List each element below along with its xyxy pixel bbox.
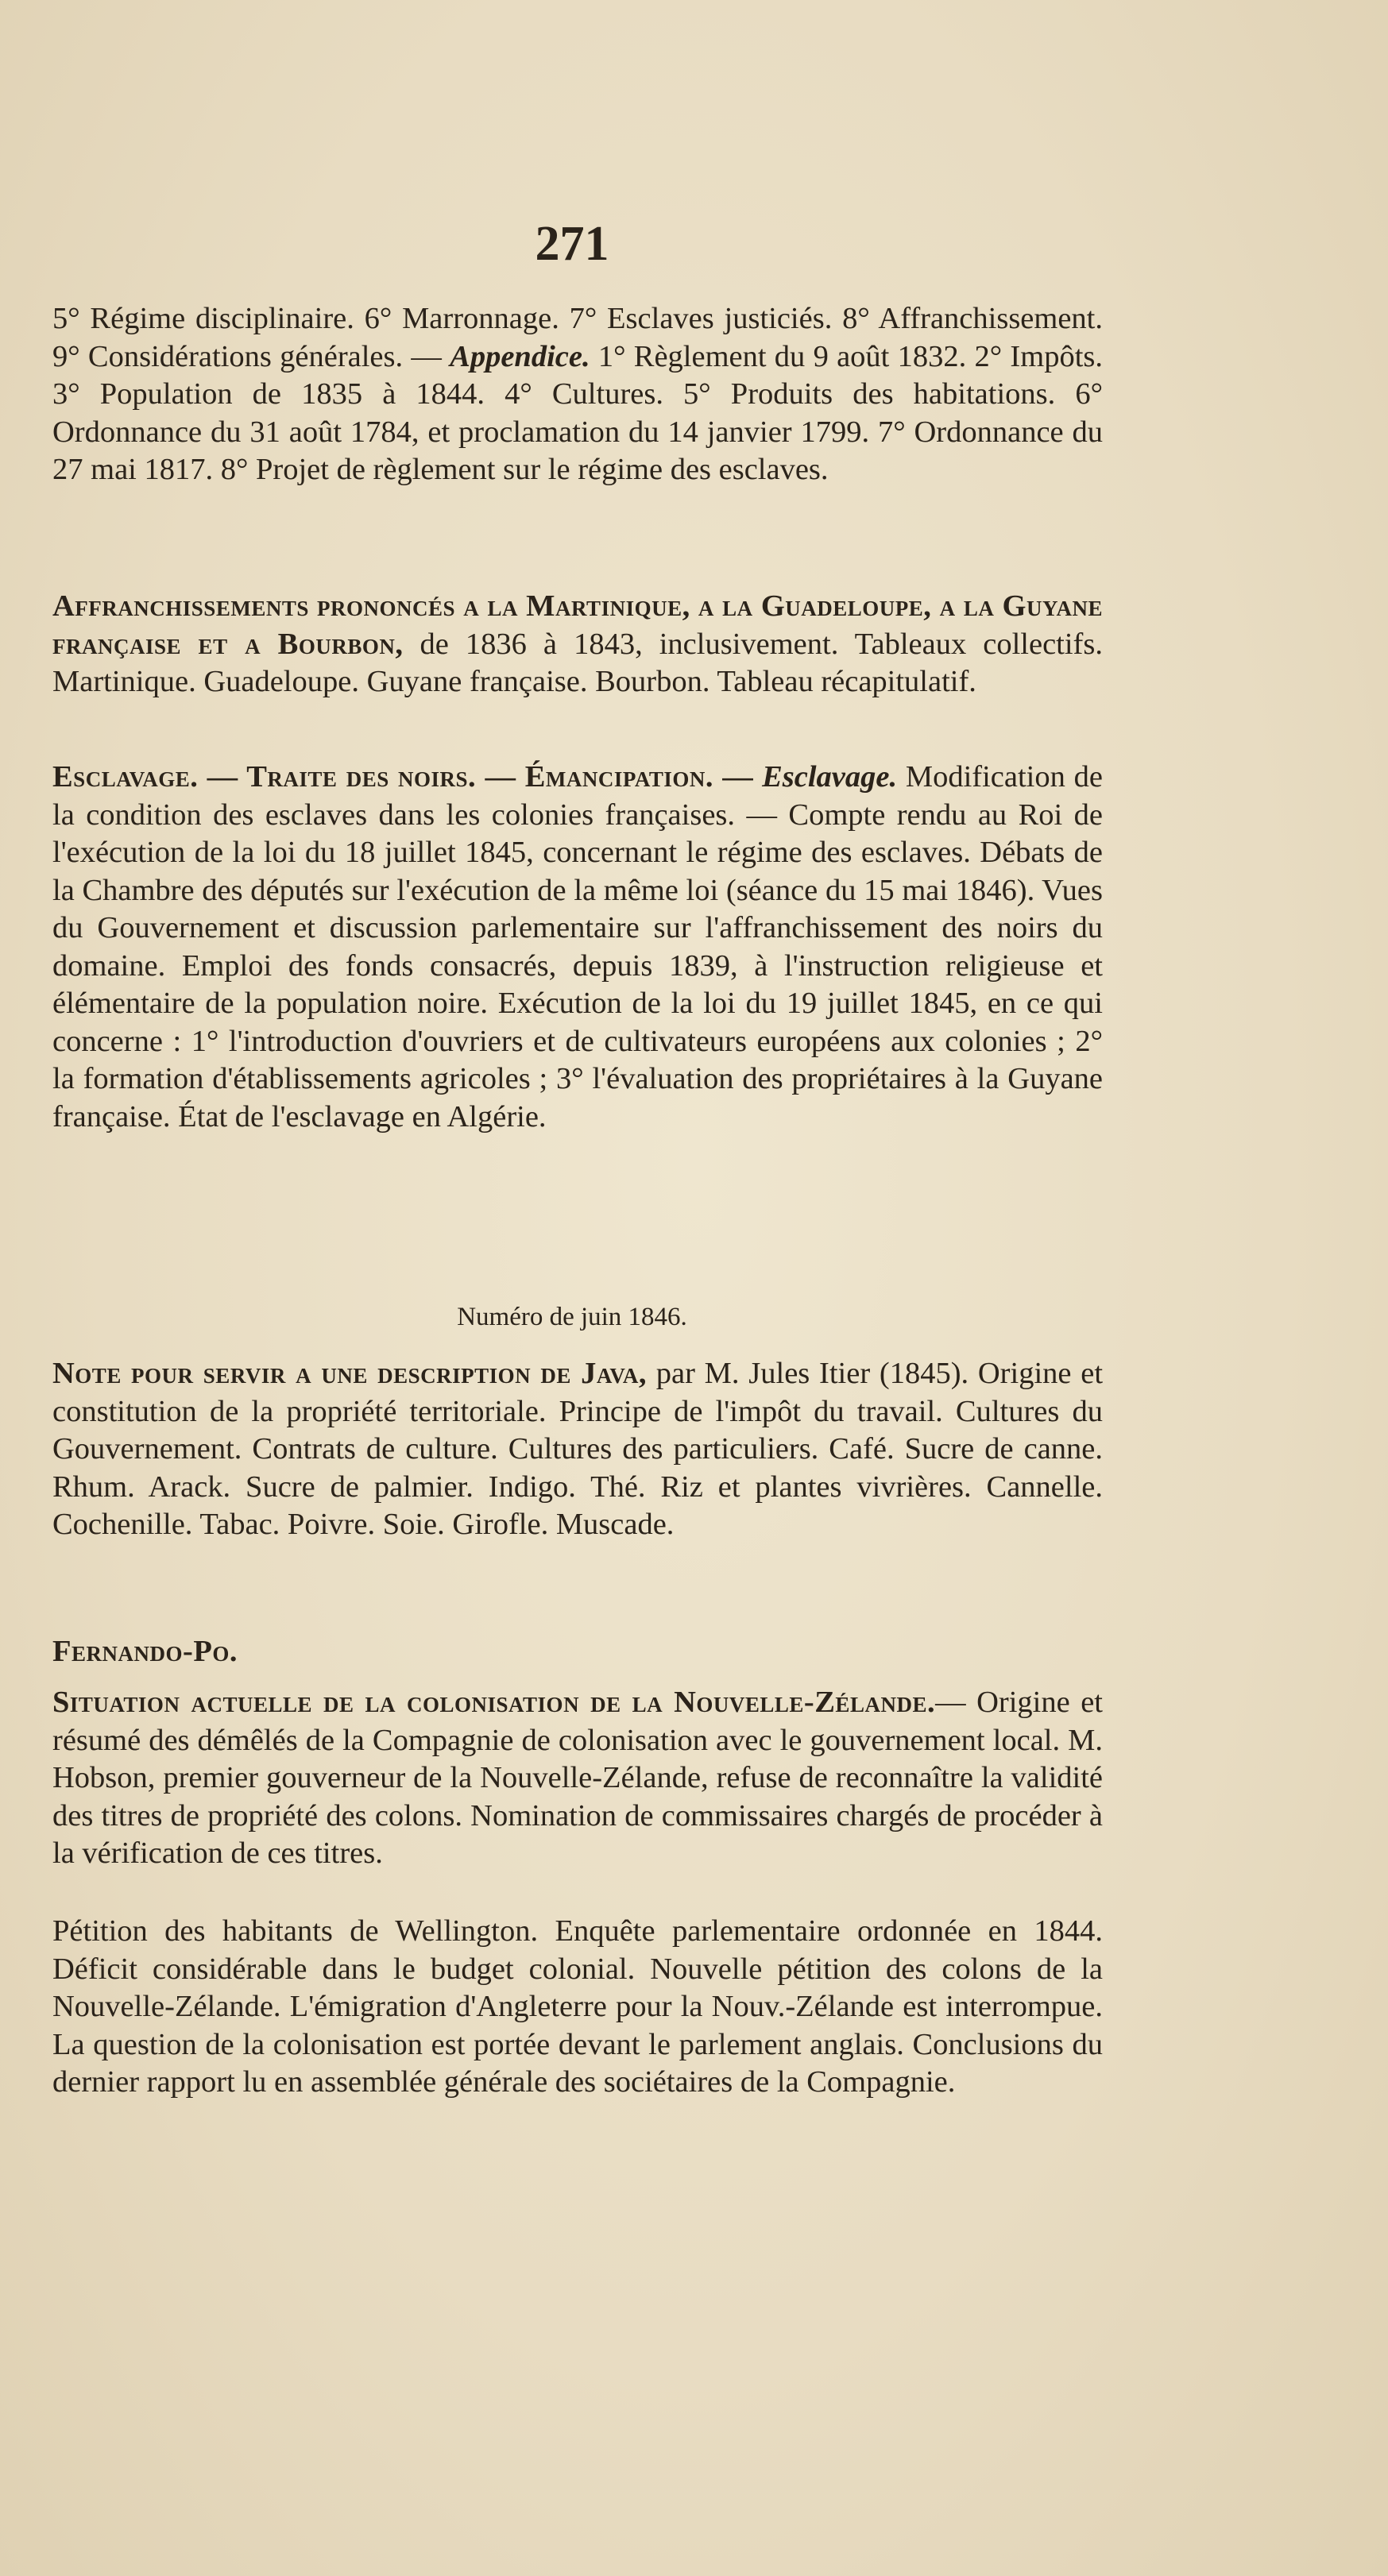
- entry-text: par M. Jules Itier (1845). Origine et constitution de la propriété territoriale. Principe de l'impôt du travail. Cultures du Gouvernement. Contrats de culture. Cultures des particuliers. Café. Sucre de canne. Rhum. Arack. Sucre de palmier. Indigo. Thé. Riz et plantes vivrières. Cannelle. Cochenille. Tabac. Poivre. Soie. Girofle. Muscade.: [52, 1357, 1104, 1541]
- entry-petition-wellington: [52, 1913, 1103, 2102]
- entry-heading: Affranchissements prononcés a la Martinique, a la Guadeloupe, a la Guyane française et a Bourbon,: [52, 589, 1103, 661]
- entry-java: [52, 1355, 1103, 1544]
- entry-heading: Esclavage. — Traite des noirs. — Émancipation. —: [52, 760, 754, 794]
- entry-nouvelle-zelande: [52, 1684, 1103, 1873]
- entry-fernando-po: [52, 1633, 1103, 1671]
- entry-heading: Note pour servir a une description de Java,: [52, 1357, 648, 1390]
- entry-italic: Esclavage.: [762, 760, 898, 794]
- entry-esclavage: [52, 759, 1103, 1136]
- entry-affranchissements: [52, 588, 1103, 701]
- entry-text: 5° Régime disciplinaire. 6° Marronnage. 7° Esclaves justiciés. 8° Affranchissement. 9° Considérations générales. —: [52, 302, 1103, 373]
- entry-text: Modification de la condition des esclaves dans les colonies françaises. — Compte rendu au Roi de l'exécution de la loi du 18 juillet 1845, concernant le régime des esclaves. Débats de la Chambre des députés sur l'exécution de la même loi (séance du 15 mai 1846). Vues du Gouvernement et discussion parlementaire sur l'affranchissement des noirs du domaine. Emploi des fonds consacrés, depuis 1839, à l'instruction religieuse et élémentaire de la population noire. Exécution de la loi du 19 juillet 1845, en ce qui concerne : 1° l'introduction d'ouvriers et de cultivateurs européens aux colonies ; 2° la formation d'établissements agricoles ; 3° l'évaluation des propriétaires à la Guyane française. État de l'esclavage en Algérie.: [52, 760, 1103, 1134]
- entry-heading: Situation actuelle de la colonisation de la Nouvelle-Zélande.: [52, 1686, 936, 1719]
- page-number: 271: [535, 217, 609, 271]
- issue-line: Numéro de juin 1846.: [457, 1303, 687, 1331]
- entry-regime-esclaves: [52, 300, 1103, 489]
- entry-text: Pétition des habitants de Wellington. Enquête parlementaire ordonnée en 1844. Déficit considérable dans le budget colonial. Nouvelle pétition des colons de la Nouvelle-Zélande. L'émigration d'Angleterre pour la Nouv.-Zélande est interrompue. La question de la colonisation est portée devant le parlement anglais. Conclusions du dernier rapport lu en assemblée générale des sociétaires de la Compagnie.: [52, 1914, 1103, 2099]
- entry-text: — Origine et résumé des démêlés de la Compagnie de colonisation avec le gouvernement local. M. Hobson, premier gouverneur de la Nouvelle-Zélande, refuse de reconnaître la validité des titres de propriété des colons. Nomination de commissaires chargés de procéder à la vérification de ces titres.: [52, 1686, 1103, 1870]
- entry-italic: Appendice.: [450, 339, 590, 373]
- entry-text: de 1836 à 1843, inclusivement. Tableaux collectifs. Martinique. Guadeloupe. Guyane française. Bourbon. Tableau récapitulatif.: [52, 627, 1103, 698]
- entry-heading: Fernando-Po.: [52, 1635, 238, 1668]
- entry-text: 1° Règlement du 9 août 1832. 2° Impôts. 3° Population de 1835 à 1844. 4° Cultures. 5° Produits des habitations. 6° Ordonnance du 31 août 1784, et proclamation du 14 janvier 1799. 7° Ordonnance du 27 mai 1817. 8° Projet de règlement sur le régime des esclaves.: [52, 339, 1103, 486]
